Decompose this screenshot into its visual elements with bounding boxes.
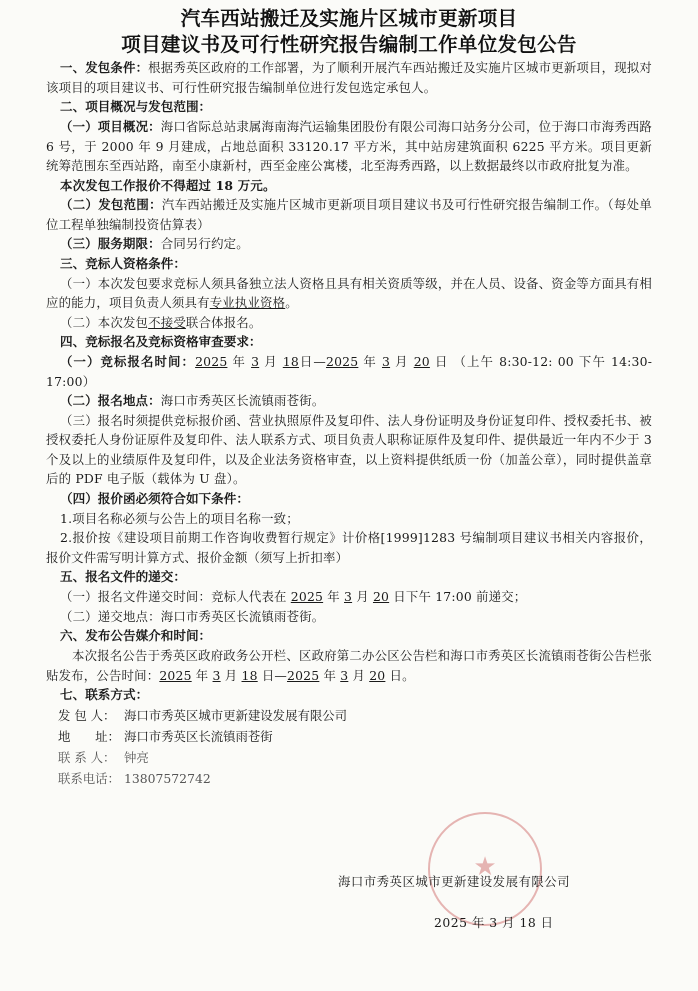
sec4-time-m1: 3 (251, 354, 260, 369)
sec6-nian2: 年 (319, 667, 341, 683)
sec2-period-text: 合同另行约定。 (160, 236, 249, 251)
sec5-heading: 五、报名文件的递交： (60, 569, 186, 584)
contact-address-row (58, 726, 652, 747)
contact-person: 钟亮 (124, 750, 149, 765)
sec4-time-ri1: 日 (298, 354, 314, 369)
sec4-time-dash: — (313, 354, 326, 369)
sec6-y2: 2025 (287, 667, 320, 683)
sec3-item1 (46, 274, 652, 313)
sec6-d1: 18 (241, 667, 258, 683)
sec1-text: 根据秀英区政府的工作部署，为了顺利开展汽车西站搬迁及实施片区城市更新项目，现拟对该项目的项目建议书、可行性研究报告编制单位进行发包选定承包人。 (46, 60, 652, 95)
sec4-time-y2: 2025 (326, 354, 359, 369)
sec4-docs: （三）报名时须提供竞标报价函、营业执照原件及复印件、法人身份证明及身份证复印件、授权委托书、被授权委托人身份证原件及复印件、法人联系方式、项目负责人职称证原件及复印件、提供最近一年内不少于 3 个及以上的业绩原件及复印件，以及企业法务资格审查，以上资料提供纸质一份（加盖公章），同时提供盖章后的 PDF 电子版（载体为 U 盘）。 (46, 412, 652, 486)
sec6-text-body: 本次报名公告于秀英区政府政务公开栏、区政府第二办公区公告栏和海口市秀英区长流镇雨苍街公告栏张贴发布，公告时间： (46, 648, 652, 683)
sec3-item1-text: （一）本次发包要求竞标人须具备独立法人资格且具有相关资质等级，并在人员、设备、资金等方面具有相应的能力，项目负责人须具有 (46, 275, 652, 310)
sec5-item1-nian: 年 (323, 589, 344, 604)
sec5-item1-end: 日下午 17:00 前递交； (389, 589, 527, 604)
sec4-time-m2: 3 (381, 354, 391, 369)
contact-issuer-label: 发 包 人： (58, 708, 116, 723)
contact-person-label: 联 系 人： (58, 750, 116, 765)
sec2-period-label: （三）服务期限： (60, 236, 161, 251)
sec2-scope-label: （二）发包范围： (60, 197, 162, 212)
sec6-y1: 2025 (159, 667, 192, 683)
sec6-ri1: 日 (257, 667, 275, 683)
contact-address: 海口市秀英区长流镇雨苍街 (124, 729, 273, 744)
contact-issuer-row (58, 705, 652, 726)
sec4-place-text: 海口市秀英区长流镇雨苍街。 (160, 393, 325, 408)
sec6-ri2: 日 (385, 667, 403, 683)
sec6-yue2: 月 (348, 667, 370, 683)
sec4-time-nian1: 年 (232, 354, 246, 369)
sec2-scope-text: 汽车西站搬迁及实施片区城市更新项目项目建议书及可行性研究报告编制工作。（每处单位工程单独编制投资估算表） (46, 197, 652, 232)
sec4-quote1: 1.项目名称必须与公告上的项目名称一致； (60, 510, 299, 526)
sec4-quote-heading: （四）报价函必须符合如下条件： (60, 490, 249, 506)
signature-org: 海口市秀英区城市更新建设发展有限公司 (338, 874, 571, 889)
sec4-time (46, 352, 652, 391)
sec6-d2: 20 (369, 667, 386, 683)
contact-address-label: 地 址： (58, 729, 120, 744)
sec3-item2-end: 联合体报名。 (185, 314, 262, 330)
sec4-time-d2: 20 (413, 354, 430, 369)
contact-issuer: 海口市秀英区城市更新建设发展有限公司 (124, 708, 348, 723)
sec5-item1-text: （一）报名文件递交时间：竞标人代表在 (60, 589, 291, 604)
sec6-nian1: 年 (191, 667, 213, 683)
sec5-item1-d: 20 (372, 589, 390, 604)
sec4-time-label: （一）竞标报名时间： (60, 354, 196, 369)
signature-date: 2025 年 3 月 18 日 (434, 915, 554, 930)
sec6-m2: 3 (340, 667, 349, 683)
sec6-yue1: 月 (220, 667, 242, 683)
contact-phone-row (58, 768, 652, 789)
doc-title-line1: 汽车西站搬迁及实施片区城市更新项目 (180, 7, 518, 30)
sec4-time-nian2: 年 (363, 354, 377, 369)
sec2-budget: 本次发包工作报价不得超过 18 万元。 (60, 177, 276, 193)
sec4-time-ri2: 日 (434, 354, 449, 369)
sec5-item2: （二）递交地点：海口市秀英区长流镇雨苍街。 (60, 608, 325, 624)
contact-phone: 13807572742 (124, 771, 211, 786)
contact-phone-label: 联系电话： (58, 771, 120, 786)
sec4-quote2: 2.报价按《建设项目前期工作咨询收费暂行规定》计价格[1999]1283 号编制项目建议书相关内容报价，报价文件需写明计算方式、报价金额（须写上折扣率） (46, 530, 652, 565)
sec2-overview-label: （一）项目概况： (60, 119, 161, 134)
sec6-text (46, 646, 652, 685)
sec6-end: 。 (402, 667, 415, 683)
sec3-item1-underline: 专业执业资格 (209, 295, 286, 310)
sec3-item1-end: 。 (285, 295, 298, 310)
sec6-heading: 六、发布公告媒介和时间： (60, 628, 212, 643)
sec4-time-yue1: 月 (264, 354, 278, 369)
doc-title-line2: 项目建议书及可行性研究报告编制工作单位发包公告 (121, 33, 577, 56)
sec4-time-y1: 2025 (195, 354, 228, 369)
sec1-heading: 一、发包条件： (60, 60, 149, 75)
sec3-heading: 三、竞标人资格条件： (60, 255, 186, 271)
sec2-overview (46, 117, 652, 176)
sec6-dash: — (274, 667, 288, 683)
sec1-paragraph (46, 58, 652, 97)
sec4-place-label: （二）报名地点： (60, 393, 161, 408)
sec2-heading: 二、项目概况与发包范围： (60, 99, 212, 114)
seal-star-icon: ★ (473, 852, 497, 882)
sec5-item1-yue: 月 (352, 589, 373, 604)
sec5-item1 (46, 587, 652, 607)
contact-block (46, 705, 652, 789)
sec7-heading: 七、联系方式： (60, 687, 149, 702)
sec5-item1-y: 2025 (290, 589, 324, 604)
sec2-period (46, 234, 652, 254)
sec6-m1: 3 (212, 667, 221, 683)
sec4-heading: 四、竞标报名及竞标资格审查要求： (60, 334, 262, 349)
sec3-item2-underline: 不接受 (148, 314, 186, 330)
contact-person-row (58, 747, 652, 768)
sec3-item2 (46, 313, 652, 333)
sec4-time-d1: 18 (282, 354, 299, 369)
sec2-scope (46, 195, 652, 234)
sec4-time-hours: （上午 8:30-12: 00 下午 14:30-17:00） (46, 354, 653, 389)
sec4-time-yue2: 月 (395, 354, 409, 369)
sec4-place (46, 391, 652, 411)
sec5-item1-m: 3 (344, 589, 353, 604)
sec3-item2-text: （二）本次发包 (60, 314, 149, 330)
sec2-overview-text: 海口省际总站隶属海南海汽运输集团股份有限公司海口站务分公司，位于海口市海秀西路 6 号，于 2000 年 9 月建成，占地总面积 33120.17 平方米，其中站房建筑面积 6225 平方米。项目更新统筹范围东至西站路，南至小康新村，西至金座公寓楼，北至海秀西路，以上数据最终以市政府批复为准。 (46, 119, 652, 173)
